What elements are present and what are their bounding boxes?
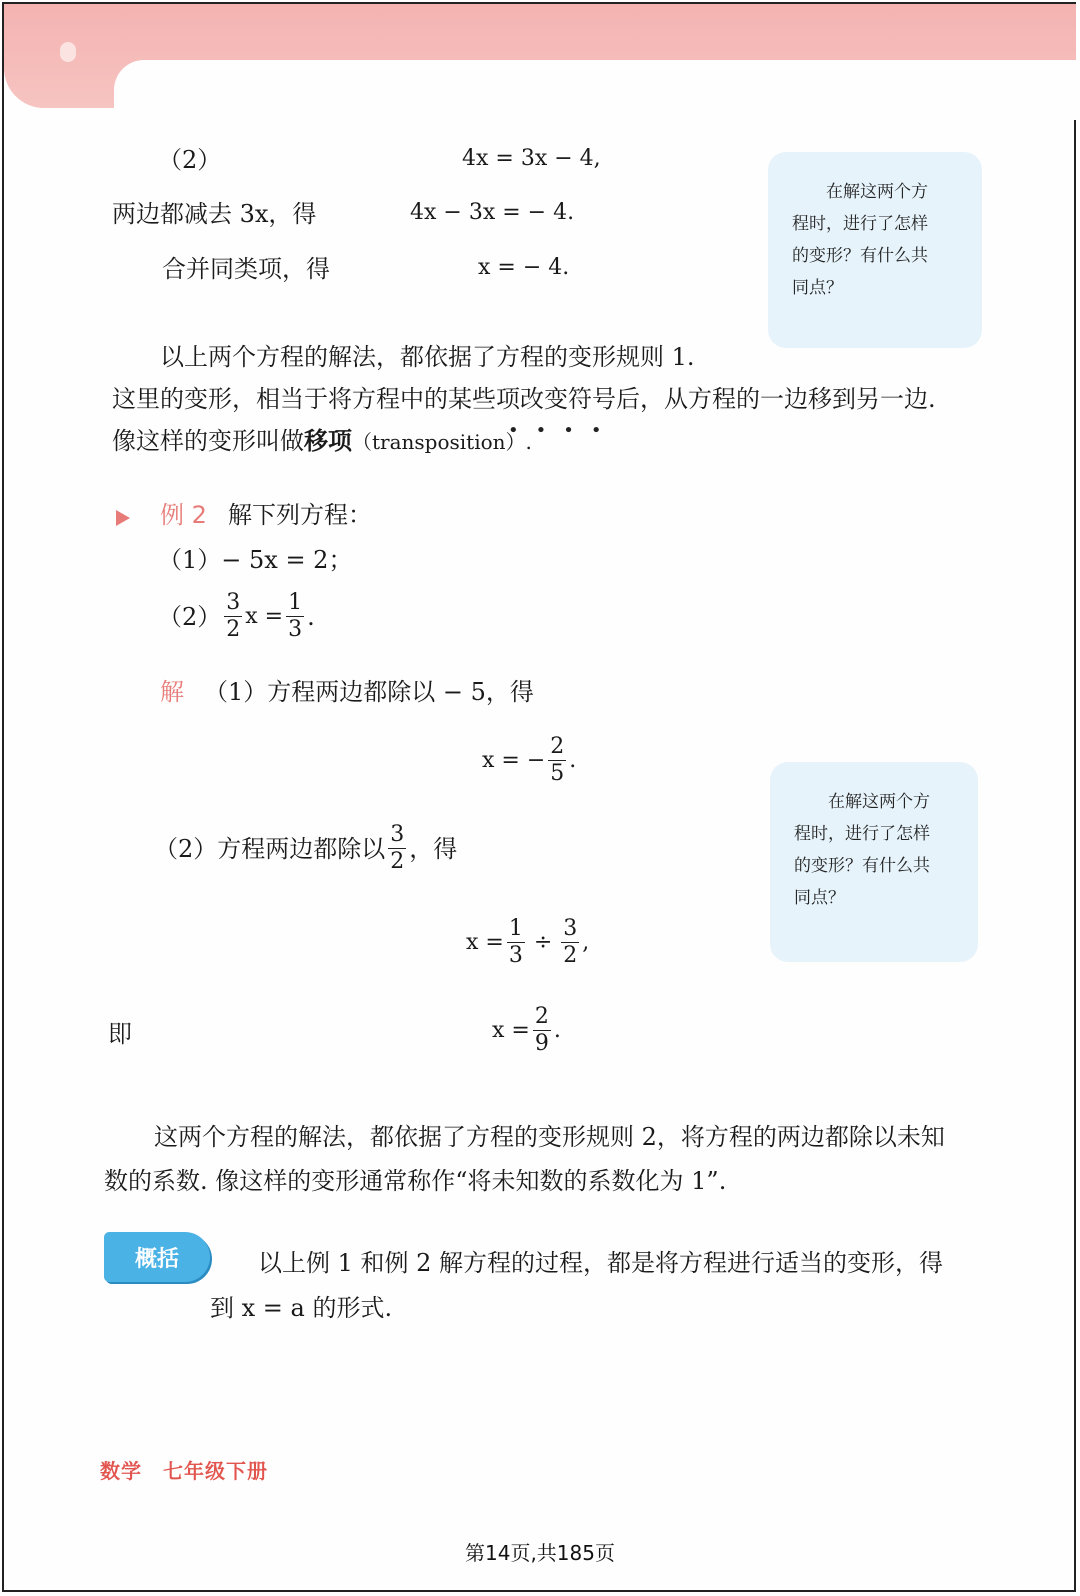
step-2-text: 合并同类项，得 bbox=[162, 255, 330, 283]
problem-1: （1）− 5x = 2； bbox=[158, 546, 353, 574]
problem-2-mid: x = bbox=[245, 603, 284, 629]
division-line-1: 这两个方程的解法，都依据了方程的变形规则 2，将方程的两边都除以未知 bbox=[154, 1123, 945, 1151]
header-cutout bbox=[114, 60, 1076, 120]
note-line-4: 同点？ bbox=[792, 278, 843, 298]
upper-label: （2） bbox=[158, 146, 222, 174]
problem-2-prefix: （2） bbox=[158, 602, 222, 631]
transposition-prefix: 像这样的变形叫做 bbox=[112, 427, 304, 455]
term-transposition: 移项 bbox=[304, 426, 352, 455]
note2-line-4: 同点？ bbox=[794, 888, 845, 908]
part-2-end: ，得 bbox=[409, 834, 458, 863]
solution-1-result bbox=[482, 734, 576, 787]
solution-part-1-text: （1）方程两边都除以 − 5，得 bbox=[204, 678, 534, 706]
ji-label: 即 bbox=[108, 1020, 132, 1048]
result-1-lhs: x = − bbox=[482, 748, 546, 773]
problem-2 bbox=[158, 590, 315, 643]
fraction-3-2: $\frac{3}{2}$ bbox=[226, 590, 241, 642]
transposition-suffix: （transposition）. bbox=[352, 430, 532, 454]
transposition-line-2: 这里的变形，相当于将方程中的某些项改变符号后，从方程的一边移到另一边. bbox=[112, 385, 936, 413]
note2-line-2: 程时，进行了怎样 bbox=[794, 824, 930, 844]
emphasis-dots: •••• bbox=[508, 420, 619, 441]
division-line-2: 数的系数. 像这样的变形通常称作“将未知数的系数化为 1”. bbox=[104, 1167, 727, 1195]
note-line-1: 在解这两个方 bbox=[826, 182, 928, 202]
summary-badge: 概括 bbox=[104, 1232, 210, 1282]
note2-line-3: 的变形？有什么共 bbox=[794, 856, 930, 876]
fraction-1-3: $\frac{1}{3}$ bbox=[288, 590, 303, 642]
solution-part-2-text bbox=[154, 822, 457, 875]
step-1-text: 两边都减去 3x，得 bbox=[112, 200, 317, 228]
final-lhs: x = bbox=[492, 1018, 530, 1043]
final-end: . bbox=[553, 1018, 561, 1043]
solution-final bbox=[492, 1004, 561, 1057]
note-line-3: 的变形？有什么共 bbox=[792, 246, 928, 266]
part-2-text: （2）方程两边都除以 bbox=[154, 834, 386, 863]
step-lhs: x = bbox=[466, 930, 504, 955]
fraction-3-2-divisor: $\frac{3}{2}$ bbox=[390, 822, 405, 874]
solution-label: 解 bbox=[160, 678, 184, 706]
fraction-3-2-step: $\frac{3}{2}$ bbox=[563, 916, 578, 968]
transposition-line-3 bbox=[112, 422, 532, 461]
summary-line-1: 以上例 1 和例 2 解方程的过程，都是将方程进行适当的变形，得 bbox=[258, 1249, 944, 1277]
equation-2: 4x − 3x = − 4. bbox=[410, 200, 575, 225]
footer-book-title: 数学 七年级下册 bbox=[100, 1459, 268, 1483]
summary-line-2: 到 x = a 的形式. bbox=[210, 1294, 393, 1322]
fraction-2-5: $\frac{2}{5}$ bbox=[550, 734, 565, 786]
example-2-label: 例 2 bbox=[160, 501, 207, 529]
transposition-line-1: 以上两个方程的解法，都依据了方程的变形规则 1. bbox=[160, 343, 695, 371]
example-2-prompt: 解下列方程： bbox=[228, 501, 372, 529]
margin-note-1 bbox=[768, 152, 982, 348]
note-line-2: 程时，进行了怎样 bbox=[792, 214, 928, 234]
problem-2-end: . bbox=[307, 602, 315, 631]
note2-line-1: 在解这两个方 bbox=[828, 792, 930, 812]
page-number: 第14页,共185页 bbox=[465, 1541, 615, 1565]
solution-2-step bbox=[466, 916, 589, 969]
divide-operator: ÷ bbox=[533, 930, 553, 955]
example-arrow-icon bbox=[116, 510, 130, 526]
margin-note-2 bbox=[770, 762, 978, 962]
equation-1: 4x = 3x − 4, bbox=[462, 146, 601, 171]
equation-3: x = − 4. bbox=[478, 255, 570, 280]
header-band-inner bbox=[4, 4, 1076, 108]
result-1-end: . bbox=[569, 748, 577, 773]
fraction-1-3-step: $\frac{1}{3}$ bbox=[508, 916, 523, 968]
fraction-2-9: $\frac{2}{9}$ bbox=[534, 1004, 549, 1056]
step-comma: , bbox=[582, 930, 590, 955]
